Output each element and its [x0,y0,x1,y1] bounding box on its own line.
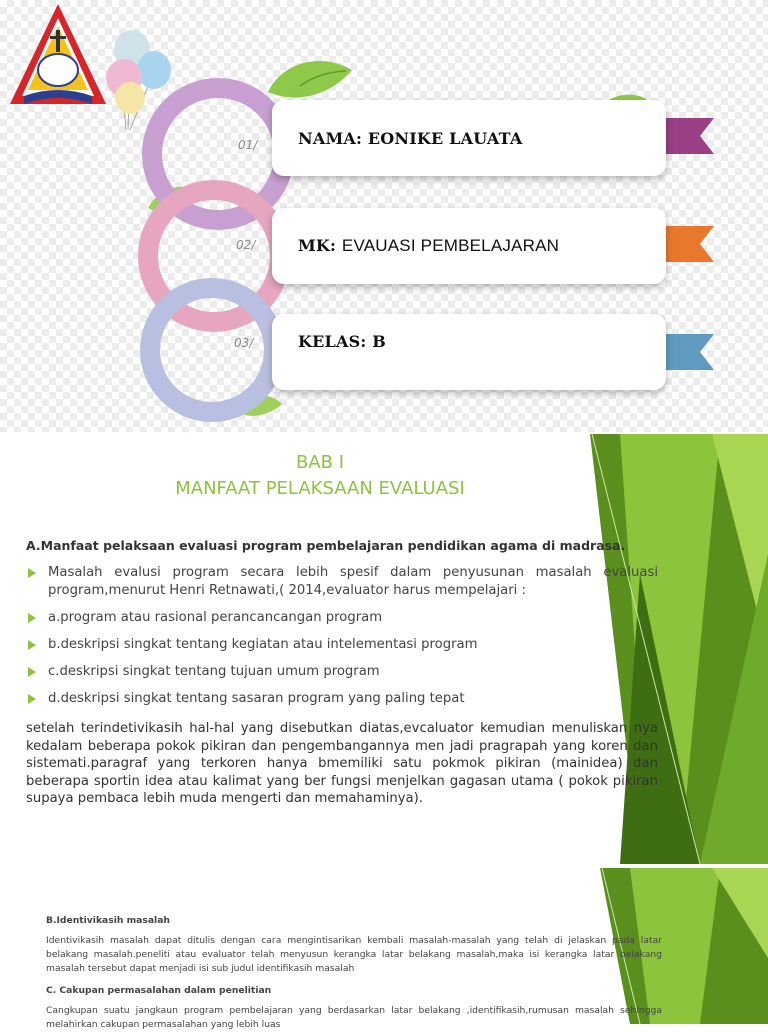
list-item: b.deskripsi singkat tentang kegiatan atau intelementasi program [26,636,658,654]
course-prefix: MK: [298,236,337,255]
paragraph-b: Identivikasih masalah dapat ditulis dengan cara mengintisarikan kembali masalah-masalah yang telah di jelaskan pada latar belakang masalah.peneliti atau evaluator telah menyusun kerangka latar belakang masalah,maka isi kerangka latar belakang masalah tersebut dapat menjadi isi sub judul identifikasih masalah [46,935,662,974]
bullet-list [26,564,658,717]
step-number-03: 03/ [234,336,254,350]
content-slide-identifikasi [0,868,768,1030]
bullet-triangle-icon [28,640,36,650]
class-label: KELAS: B [298,331,386,351]
bullet-triangle-icon [28,694,36,704]
ribbon-02 [666,226,714,262]
bullet-triangle-icon [28,568,36,578]
title-slide [0,0,768,432]
chapter-subtitle: MANFAAT PELAKSAAN EVALUASI [175,478,465,499]
step-number-01: 01/ [238,138,258,152]
step-number-02: 02/ [236,238,256,252]
bullet-triangle-icon [28,667,36,677]
content-slide-bab1 [0,434,768,864]
section-heading-b: B.Identivikasih masalah [46,915,170,926]
balloon-icon [137,51,171,89]
card-mk [272,208,666,284]
list-item: a.program atau rasional perancancangan program [26,609,658,627]
paragraph-c: Cangkupan suatu jangkaun program pembelajaran yang berdasarkan latar belakang ,identifikasih,rumusan masalah sehingga melahirkan cakupan permasalahan yang lebih luas [46,1005,662,1030]
card-nama [272,100,666,176]
bullet-triangle-icon [28,613,36,623]
body-paragraph: setelah terindetivikasih hal-hal yang disebutkan diatas,evcaluator kemudian menuliskan nya kedalam beberapa pokok pikiran dan pengembangannya men jadi pragrapah yang koren dan sistemati.paragraf yang terkoren hanya bmemiliki satu pokmok pikiran (mainidea) dan beberapa sportin idea atau kalimat yang ber fungsi menjelkan gagasan utama ( pokok pikiran supaya pembaca lebih muda mengerti dan memahaminya). [26,721,658,806]
course-name: EVAUASI PEMBELAJARAN [341,236,560,255]
ribbon-03 [666,334,714,370]
school-logo [10,4,106,104]
card-kelas [272,314,666,390]
list-item: Masalah evalusi program secara lebih spesif dalam penyusunan masalah evaluasi program,menurut Henri Retnawati,( 2014,evaluator harus mempelajari : [26,564,658,600]
section-heading-a: A.Manfaat pelaksaan evaluasi program pembelajaran pendidikan agama di madrasa. [26,538,626,553]
ribbon-01 [666,118,714,154]
balloon-icon [115,82,145,114]
student-name: NAMA: EONIKE LAUATA [298,128,523,148]
chapter-title: BAB I [295,452,345,473]
list-item: c.deskripsi singkat tentang tujuan umum program [26,663,658,681]
course-label [298,236,559,256]
section-heading-c: C. Cakupan permasalahan dalam penelitian [46,985,272,996]
ring-03 [150,288,274,412]
list-item: d.deskripsi singkat tentang sasaran program yang paling tepat [26,690,658,708]
